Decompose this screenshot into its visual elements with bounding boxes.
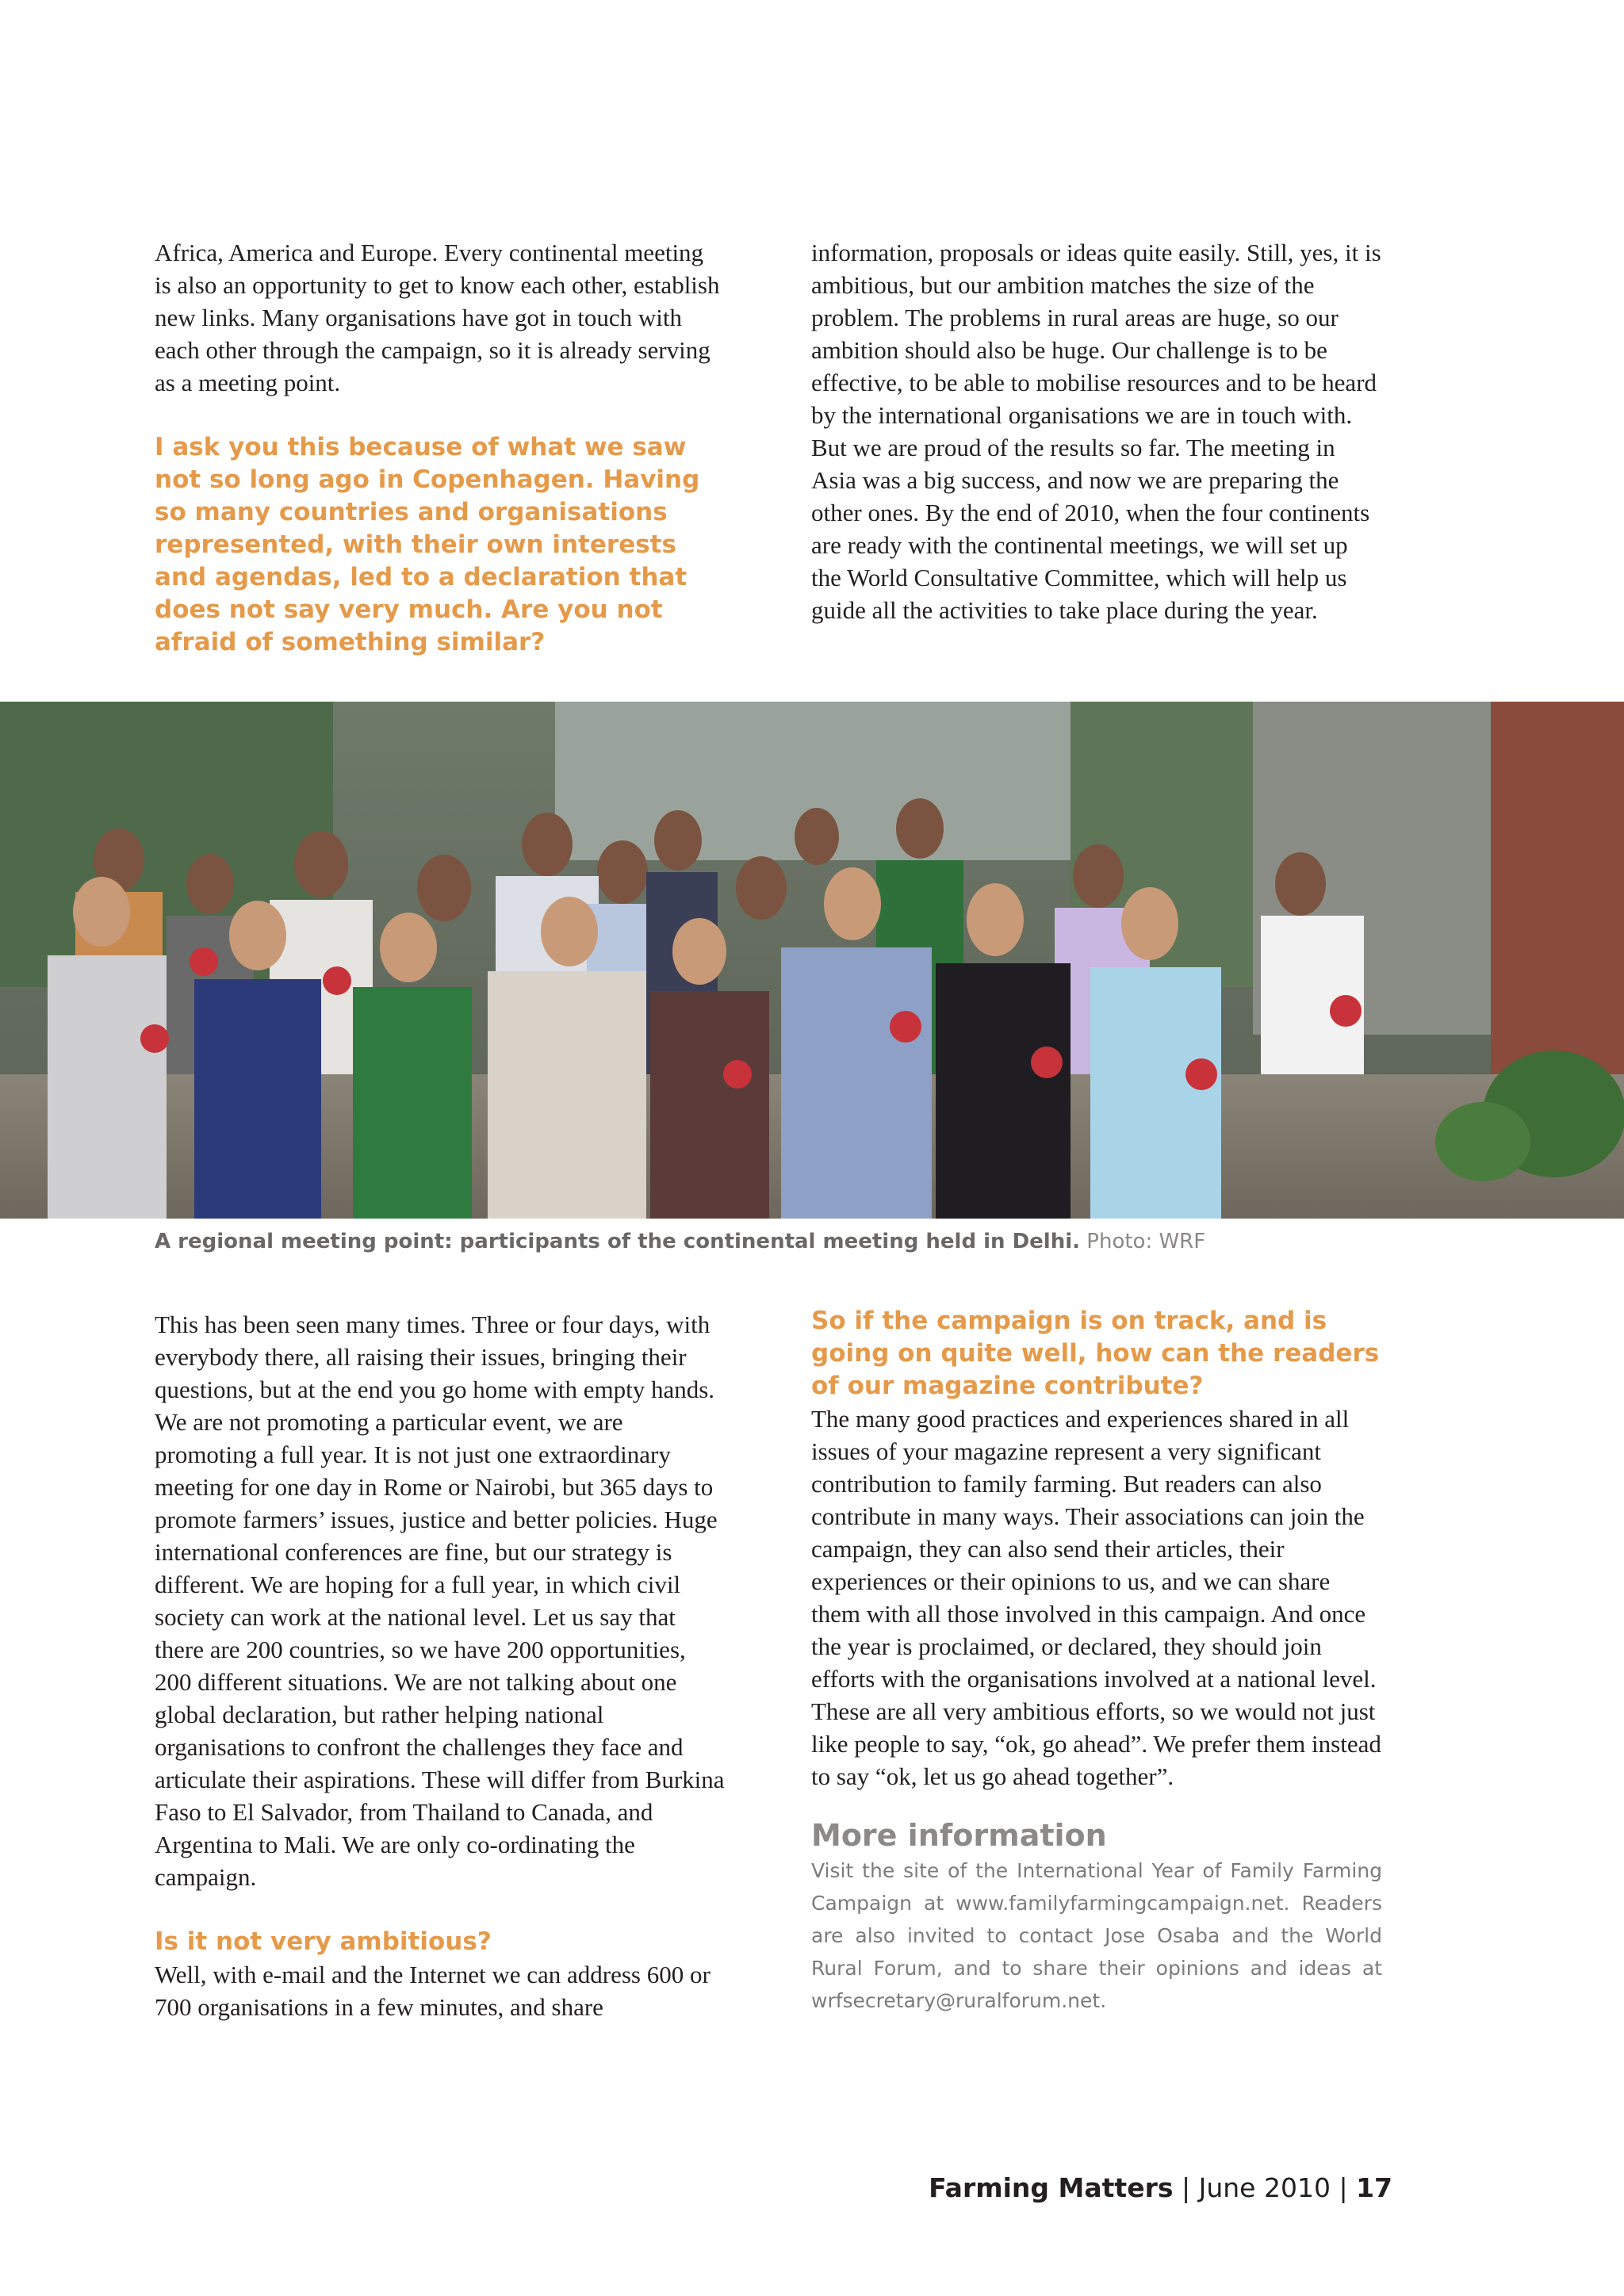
top-right-column	[811, 236, 1382, 626]
footer-separator: |	[1173, 2172, 1199, 2203]
bottom-right-column	[811, 1305, 1382, 2017]
body-paragraph: Africa, America and Europe. Every continental meeting is also an opportunity to get to know each other, establish new links. Many organisations have got in touch with each other through the campaign, so it is already serving as a meeting point.	[155, 239, 720, 396]
caption-text: A regional meeting point: participants of the continental meeting held in Delhi.	[155, 1230, 1081, 1253]
interview-question: Is it not very ambitious?	[155, 1927, 492, 1956]
more-information-text: Visit the site of the International Year of Family Farming Campaign at www.familyfarmingcampaign.net. Readers are also invited to contact Jose Osaba and the World Rural Forum, and to share their opinions and ideas at wrfsecretary@ruralforum.net.	[811, 1859, 1382, 2012]
body-paragraph: This has been seen many times. Three or four days, with everybody there, all raising their issues, bringing their questions, but at the end you go home with empty hands. We are not promoting a particular event, we are promoting a full year. It is not just one extraordinary meeting for one day in Rome or Nairobi, but 365 days to promote farmers’ issues, justice and better policies. Huge international conferences are fine, but our strategy is different. We are hoping for a full year, in which civil society can work at the national level. Let us say that there are 200 countries, so we have 200 opportunities, 200 different situations. We are not talking about one global declaration, but rather helping national organisations to confront the challenges they face and articulate their aspirations. These will differ from Burkina Faso to El Salvador, from Thailand to Canada, and Argentina to Mali. We are only co-ordinating the campaign.	[155, 1311, 725, 1891]
group-photo	[0, 702, 1624, 1219]
magazine-name: Farming Matters	[929, 2172, 1174, 2203]
bottom-left-column	[155, 1308, 726, 2023]
issue-date: June 2010	[1198, 2172, 1331, 2203]
footer-separator: |	[1330, 2172, 1357, 2203]
group-photo-image	[0, 702, 1624, 1219]
top-left-column	[155, 236, 726, 659]
body-paragraph: The many good practices and experiences shared in all issues of your magazine represent a very significant contribution to family farming. But readers can also contribute in many ways. Their associations can join the campaign, they can also send their articles, their experiences or their opinions to us, and we can share them with all those involved in this campaign. And once the year is proclaimed, or declared, they should join efforts with the organisations involved at a national level. These are all very ambitious efforts, so we would not just like people to say, “ok, go ahead”. We prefer them instead to say “ok, let us go ahead together”.	[811, 1405, 1381, 1790]
photo-caption	[155, 1226, 1423, 1257]
body-paragraph: information, proposals or ideas quite easily. Still, yes, it is ambitious, but our ambition matches the size of the problem. The problems in rural areas are huge, so our ambition should also be huge. Our challenge is to be effective, to be able to mobilise resources and to be heard by the international organisations we are in touch with. But we are proud of the results so far. The meeting in Asia was a big success, and now we are preparing the other ones. By the end of 2010, when the four continents are ready with the continental meetings, we will set up the World Consultative Committee, which will help us guide all the activities to take place during the year.	[811, 239, 1381, 624]
body-paragraph: Well, with e-mail and the Internet we can address 600 or 700 organisations in a few minutes, and share	[155, 1961, 710, 2021]
page-number: 17	[1356, 2172, 1392, 2203]
photo-credit: Photo: WRF	[1086, 1230, 1206, 1253]
more-information-heading: More information	[811, 1818, 1107, 1853]
interview-question: I ask you this because of what we saw not so long ago in Copenhagen. Having so many countries and organisations represented, with their own interests and agendas, led to a declaration that does not say very much. Are you not afraid of something similar?	[155, 433, 700, 656]
page-footer	[929, 2171, 1392, 2206]
interview-question: So if the campaign is on track, and is going on quite well, how can the readers of our magazine contribute?	[811, 1307, 1380, 1400]
